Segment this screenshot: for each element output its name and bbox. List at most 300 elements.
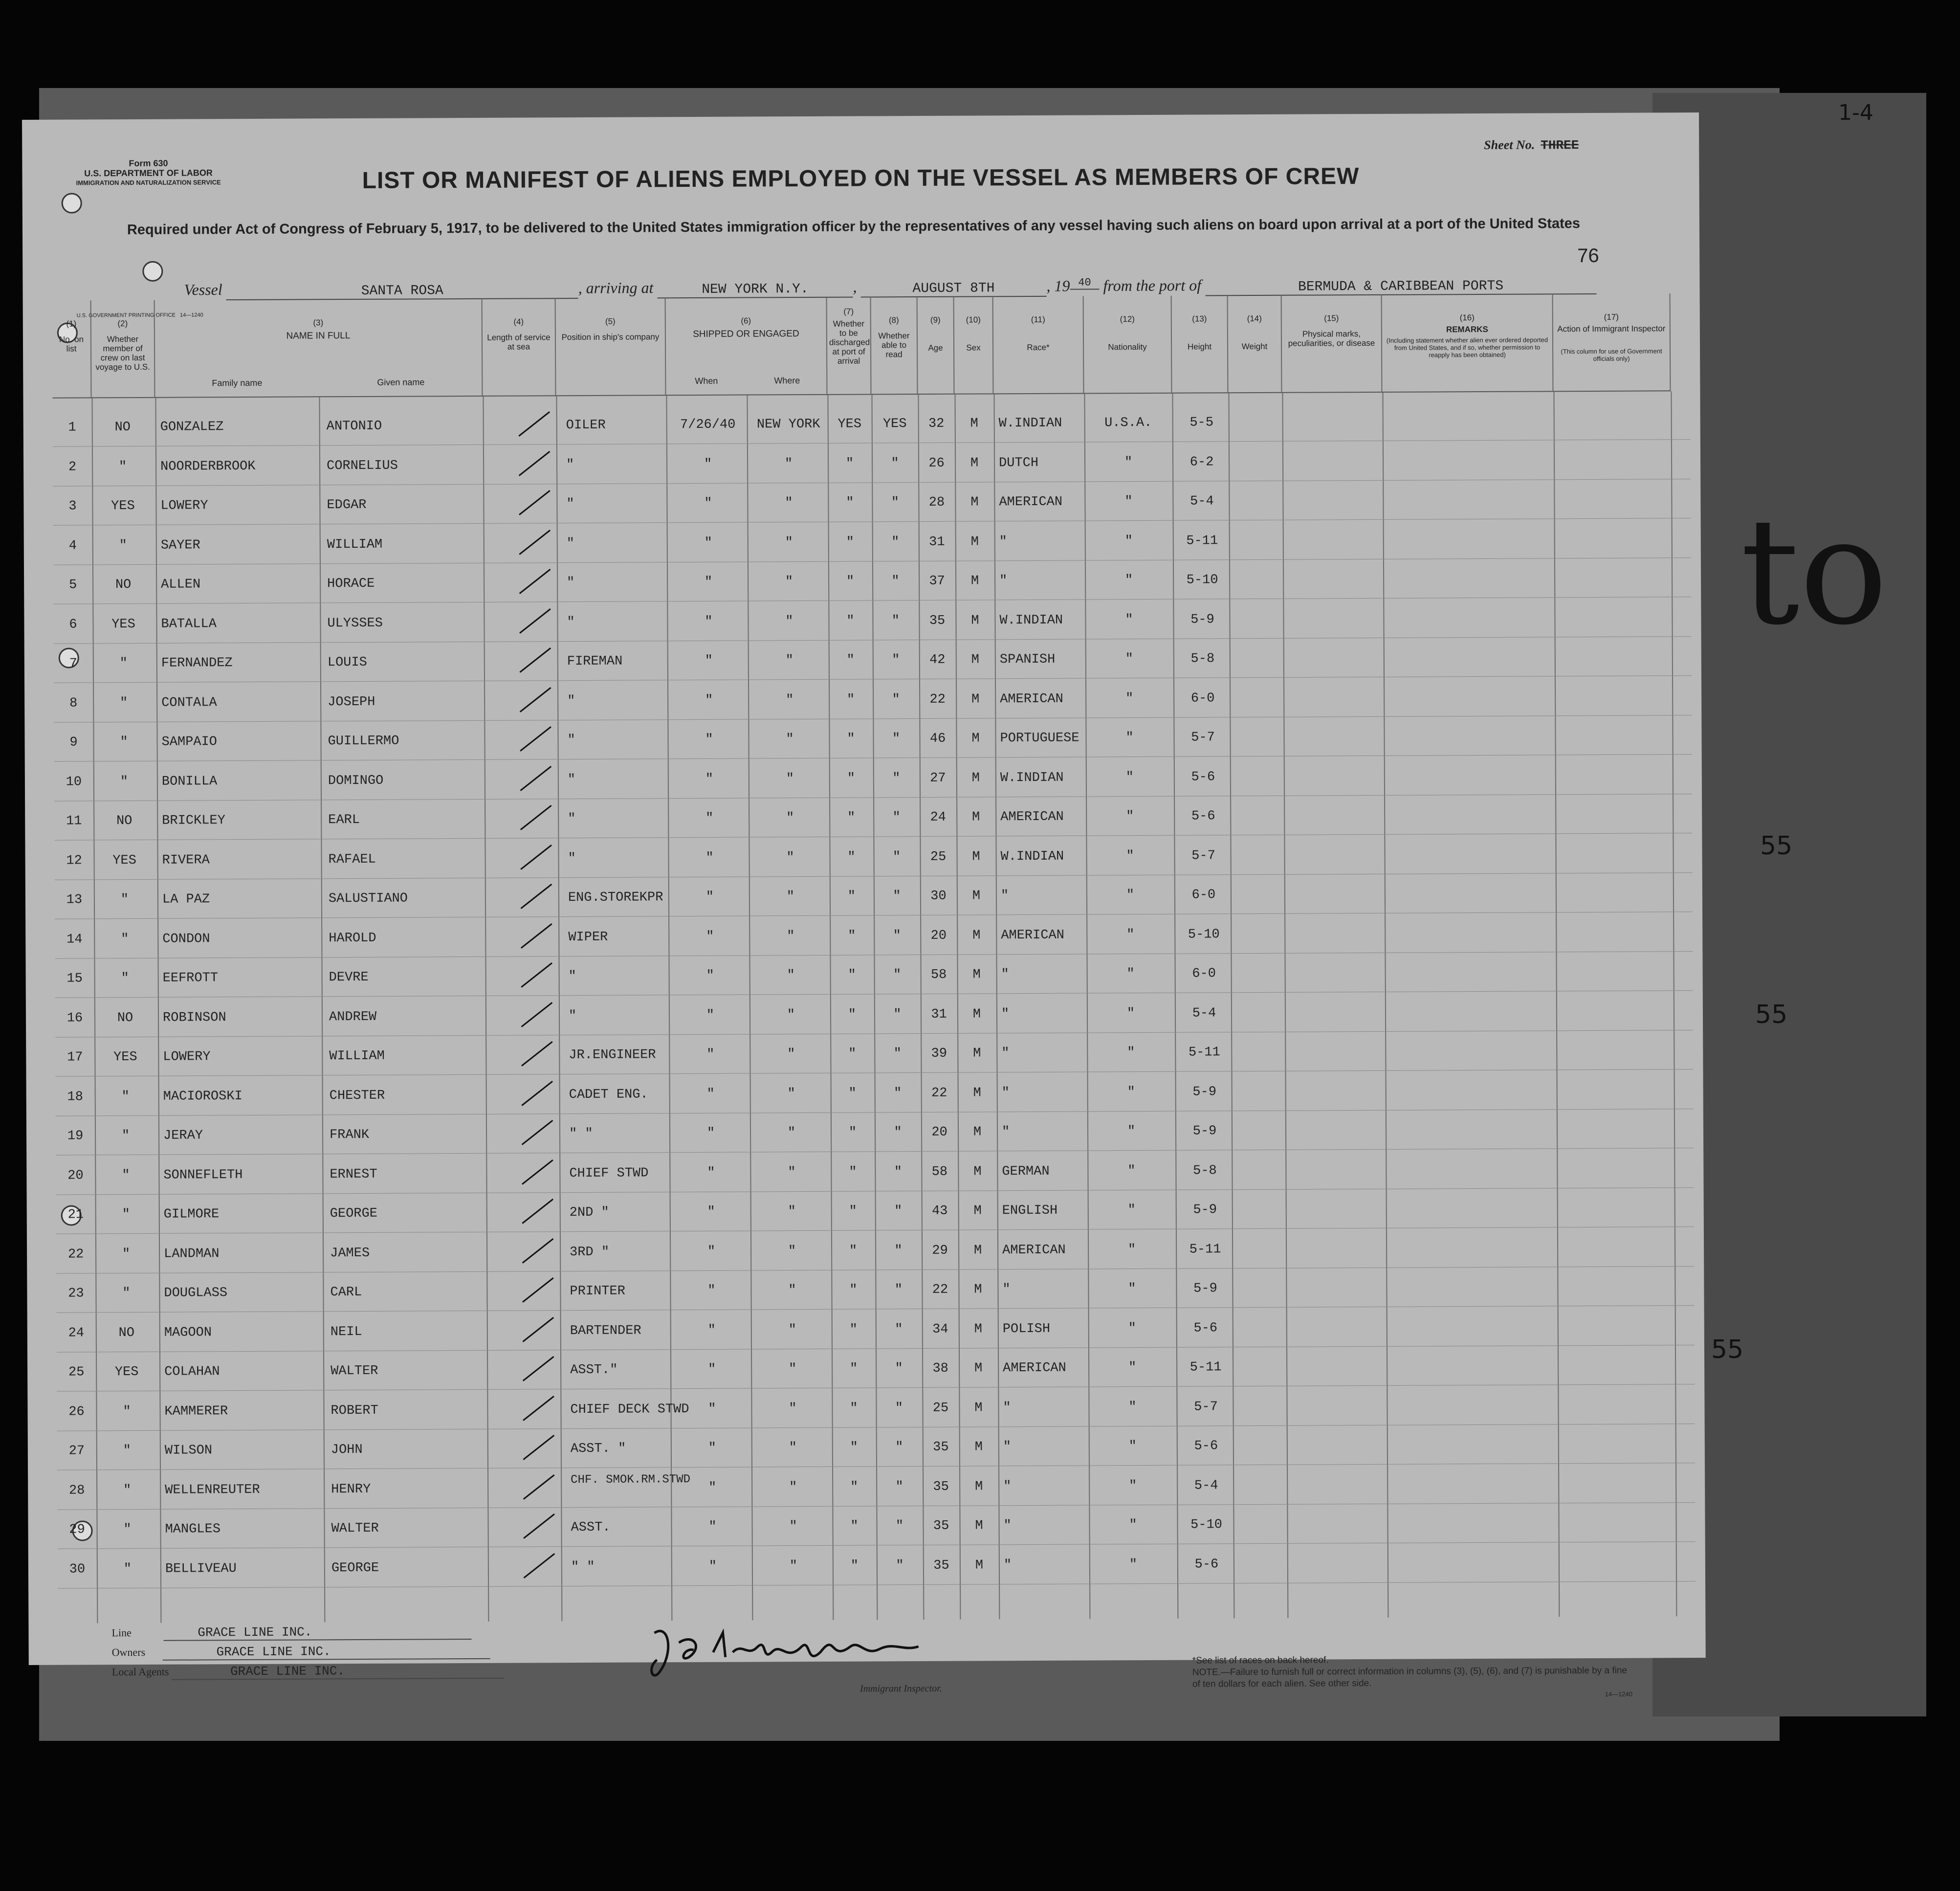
cell-family-name: ROBINSON	[162, 1010, 226, 1025]
cell-position: ASST.	[571, 1520, 611, 1535]
cell-given-name: WALTER	[330, 1363, 378, 1379]
cell-previous-voyage: YES	[114, 1364, 139, 1380]
cell-family-name: SAMPAIO	[161, 734, 218, 750]
cell-family-name: SAYER	[160, 537, 200, 553]
cell-age: 39	[931, 1046, 947, 1061]
cell-row-number: 10	[66, 774, 82, 790]
cell-shipped-where: "	[786, 890, 795, 905]
cell-age: 43	[931, 1203, 948, 1219]
cell-race: ENGLISH	[1002, 1203, 1058, 1219]
line-value: GRACE LINE INC.	[163, 1624, 471, 1641]
cell-age: 58	[930, 967, 947, 982]
service-checkmark	[519, 647, 551, 673]
cell-sex: M	[970, 495, 979, 510]
service-checkmark	[521, 923, 552, 948]
cell-given-name: WILLIAM	[327, 537, 383, 552]
cell-previous-voyage: NO	[115, 578, 132, 593]
cell-age: 31	[931, 1007, 947, 1022]
printing-office: U.S. GOVERNMENT PRINTING OFFICE 14—1240	[76, 312, 203, 319]
cell-given-name: WALTER	[331, 1521, 379, 1536]
cell-shipped-where: "	[785, 535, 793, 550]
cell-given-name: CORNELIUS	[327, 458, 398, 473]
cell-age: 35	[929, 613, 946, 628]
cell-given-name: EDGAR	[327, 497, 367, 513]
cell-position: ENG.STOREKPR	[568, 890, 663, 906]
cell-shipped-when: "	[707, 1204, 715, 1220]
cell-age: 37	[929, 574, 945, 589]
cell-sex: M	[974, 1282, 982, 1297]
cell-able-to-read: "	[895, 1401, 903, 1416]
cell-race: W.INDIAN	[1000, 770, 1064, 785]
cell-previous-voyage: NO	[118, 1325, 135, 1340]
table-row	[56, 1188, 1694, 1235]
cell-nationality: "	[1128, 1400, 1137, 1415]
cell-height: 6-2	[1189, 454, 1214, 470]
cell-row-number: 19	[67, 1129, 84, 1144]
cell-previous-voyage: YES	[112, 853, 136, 868]
cell-shipped-where: "	[787, 929, 795, 944]
punch-hole	[62, 193, 82, 213]
service-checkmark	[522, 1316, 554, 1342]
cell-sex: M	[974, 1400, 983, 1416]
cell-previous-voyage: "	[121, 1089, 130, 1104]
service-checkmark	[523, 1356, 554, 1381]
header-col-14: (14) Weight	[1228, 295, 1282, 393]
cell-position: "	[567, 576, 575, 591]
cell-sex: M	[971, 652, 979, 667]
header-col-15: (15) Physical marks, peculiarities, or disease	[1282, 295, 1383, 393]
cell-shipped-where: "	[785, 575, 793, 590]
cell-sex: M	[972, 928, 981, 943]
header-col-2: (2) Whether member of crew on last voyage to U.S.	[91, 300, 155, 399]
cell-shipped-where: "	[789, 1480, 797, 1495]
cell-shipped-when: "	[708, 1480, 717, 1495]
cell-shipped-where: NEW YORK	[756, 417, 820, 432]
cell-able-to-read: "	[894, 1164, 903, 1179]
table-row	[57, 1503, 1695, 1550]
service-checkmark	[520, 687, 551, 712]
cell-race: AMERICAN	[1002, 1243, 1066, 1258]
cell-height: 5-6	[1194, 1439, 1218, 1454]
cell-shipped-where: "	[789, 1519, 797, 1535]
sheet-value: THREE	[1541, 138, 1579, 153]
cell-given-name: ULYSSES	[327, 616, 383, 631]
cell-race: PORTUGUESE	[1000, 731, 1079, 746]
cell-given-name: HENRY	[331, 1482, 371, 1497]
cell-given-name: WILLIAM	[329, 1048, 385, 1064]
cell-height: 5-7	[1191, 848, 1215, 864]
cell-able-to-read: "	[892, 771, 901, 786]
cell-nationality: "	[1126, 927, 1135, 942]
cell-family-name: LOWERY	[160, 498, 208, 513]
cell-shipped-where: "	[787, 968, 795, 983]
cell-row-number: 17	[67, 1050, 83, 1065]
voyage-line: Vessel SANTA ROSA , arriving at NEW YORK N.Y. , AUGUST 8TH , 19 40 from the port of BERMUDA & CARIBBEAN PORTS	[184, 274, 1596, 300]
cell-race: "	[1003, 1518, 1012, 1534]
cell-shipped-when: 7/26/40	[680, 417, 736, 433]
cell-able-to-read: "	[894, 1125, 902, 1140]
service-checkmark	[520, 765, 552, 791]
cell-given-name: HORACE	[327, 576, 375, 592]
cell-race: "	[1001, 1006, 1010, 1022]
cell-given-name: HAROLD	[329, 931, 376, 946]
cell-height: 5-4	[1190, 494, 1214, 509]
service-checkmark	[520, 844, 552, 869]
cell-position: WIPER	[568, 930, 608, 945]
cell-to-be-discharged: "	[848, 1007, 857, 1023]
cell-shipped-when: "	[704, 575, 713, 590]
cell-shipped-where: "	[788, 1322, 796, 1337]
cell-able-to-read: "	[891, 574, 900, 589]
page-number: 76	[1577, 245, 1599, 267]
cell-sex: M	[971, 731, 980, 746]
cell-to-be-discharged: YES	[837, 417, 862, 432]
cell-sex: M	[973, 1046, 981, 1061]
cell-nationality: "	[1126, 809, 1134, 824]
cell-sex: M	[975, 1479, 983, 1494]
where-header: Where	[774, 376, 800, 386]
cell-family-name: LA PAZ	[162, 892, 210, 907]
cell-previous-voyage: NO	[116, 814, 132, 829]
cell-race: "	[999, 534, 1008, 549]
cell-age: 35	[933, 1479, 949, 1494]
table-row	[53, 519, 1691, 566]
header-col-7: (7) Whether to be discharged at port of arrival	[827, 297, 872, 395]
cell-nationality: "	[1129, 1478, 1137, 1493]
cell-nationality: "	[1124, 494, 1133, 510]
cell-shipped-where: "	[786, 732, 794, 747]
cell-height: 5-11	[1186, 533, 1218, 549]
cell-shipped-where: "	[787, 1007, 795, 1023]
cell-shipped-when: "	[704, 496, 712, 511]
footer-form-code: 14—1240	[1605, 1690, 1633, 1698]
cell-sex: M	[975, 1557, 984, 1573]
service-checkmark	[522, 1238, 554, 1263]
cell-previous-voyage: "	[121, 932, 129, 947]
cell-able-to-read: "	[892, 810, 901, 825]
cell-height: 5-9	[1190, 612, 1214, 627]
cell-previous-voyage: YES	[111, 499, 135, 514]
cell-to-be-discharged: "	[850, 1519, 859, 1534]
cell-race: AMERICAN	[1000, 691, 1063, 707]
cell-position: "	[567, 693, 575, 709]
cell-row-number: 29	[69, 1522, 85, 1537]
page-subtitle: Required under Act of Congress of February 5, 1917, to be delivered to the United States immigration officer by the representatives of any vessel having such aliens on board upon arrival at a port of the United States	[127, 216, 1581, 238]
cell-family-name: MAGOON	[164, 1325, 212, 1340]
service-checkmark	[520, 805, 552, 830]
penalty-note: NOTE.—Failure to furnish full or correct information in columns (3), (5), (6), and (7) is punishable by a fine of ten dollars for each alien. See other side.	[1192, 1665, 1628, 1690]
service-checkmark	[523, 1395, 554, 1421]
cell-age: 22	[929, 692, 946, 707]
service-checkmark	[523, 1513, 555, 1539]
cell-age: 30	[930, 889, 947, 904]
cell-sex: M	[972, 1006, 981, 1022]
cell-position: CHF. SMOK.RM.STWD	[571, 1472, 691, 1487]
cell-age: 28	[928, 495, 945, 510]
service-checkmark	[524, 1553, 555, 1578]
when-header: When	[695, 376, 718, 386]
cell-race: SPANISH	[999, 652, 1056, 667]
cell-nationality: "	[1127, 1046, 1135, 1061]
vessel-label: Vessel	[184, 280, 222, 299]
cell-to-be-discharged: "	[846, 653, 855, 668]
cell-shipped-where: "	[786, 811, 794, 826]
cell-age: 58	[931, 1164, 948, 1179]
cell-family-name: FERNANDEZ	[161, 656, 233, 671]
cell-race: DUTCH	[999, 455, 1039, 470]
cell-to-be-discharged: "	[848, 929, 856, 944]
service-name: IMMIGRATION AND NATURALIZATION SERVICE	[76, 178, 221, 187]
cell-race: AMERICAN	[1003, 1360, 1066, 1376]
cell-shipped-when: "	[706, 929, 714, 944]
cell-nationality: "	[1128, 1439, 1137, 1454]
cell-to-be-discharged: "	[850, 1401, 858, 1416]
cell-family-name: LOWERY	[163, 1049, 211, 1065]
cell-able-to-read: "	[895, 1322, 903, 1337]
header-col-13: (13) Height	[1172, 295, 1229, 393]
cell-age: 25	[932, 1401, 949, 1416]
cell-row-number: 14	[66, 932, 83, 947]
cell-shipped-when: "	[704, 535, 712, 551]
cell-race: "	[1001, 1085, 1010, 1100]
cell-height: 6-0	[1192, 966, 1216, 981]
table-row	[56, 1070, 1694, 1117]
cell-able-to-read: "	[892, 692, 900, 707]
service-checkmark	[519, 490, 551, 515]
service-checkmark	[522, 1159, 553, 1184]
cell-row-number: 7	[69, 656, 78, 671]
margin-mark-top: 1-4	[1838, 100, 1873, 125]
cell-previous-voyage: "	[122, 1168, 130, 1183]
cell-nationality: "	[1126, 1006, 1135, 1021]
cell-race: "	[1001, 1125, 1010, 1140]
cell-race: W.INDIAN	[999, 613, 1063, 628]
cell-to-be-discharged: "	[846, 614, 855, 629]
cell-to-be-discharged: "	[847, 889, 856, 904]
cell-row-number: 5	[68, 578, 77, 593]
cell-family-name: NOORDERBROOK	[160, 459, 256, 474]
table-row	[54, 637, 1692, 684]
cell-shipped-where: "	[785, 653, 794, 668]
cell-row-number: 6	[69, 617, 77, 632]
sheet-number	[1484, 137, 1579, 153]
cell-previous-voyage: "	[123, 1483, 132, 1498]
cell-row-number: 23	[68, 1286, 84, 1301]
cell-position: "	[568, 1008, 577, 1023]
table-row	[53, 480, 1691, 526]
cell-given-name: DOMINGO	[328, 773, 384, 788]
cell-shipped-when: "	[705, 653, 713, 668]
cell-row-number: 3	[68, 499, 77, 514]
cell-family-name: LANDMAN	[164, 1246, 220, 1262]
cell-height: 5-9	[1192, 1124, 1217, 1139]
cell-able-to-read: "	[895, 1479, 903, 1494]
cell-height: 5-9	[1193, 1281, 1217, 1296]
cell-row-number: 13	[66, 892, 83, 908]
departure-port: BERMUDA & CARIBBEAN PORTS	[1205, 278, 1596, 296]
cell-height: 5-7	[1194, 1399, 1218, 1415]
cell-row-number: 27	[68, 1444, 85, 1459]
cell-previous-voyage: "	[120, 892, 129, 908]
cell-given-name: ANDREW	[329, 1009, 377, 1024]
cell-family-name: MANGLES	[165, 1522, 221, 1537]
cell-row-number: 15	[66, 971, 83, 986]
cell-race: AMERICAN	[999, 494, 1063, 510]
cell-to-be-discharged: "	[847, 771, 856, 786]
service-checkmark	[519, 608, 551, 633]
form-number: Form 630	[129, 158, 168, 169]
cell-shipped-where: "	[787, 1126, 796, 1141]
cell-height: 5-10	[1188, 927, 1220, 942]
table-row	[55, 952, 1693, 999]
cell-given-name: GUILLERMO	[328, 734, 399, 749]
table-row	[53, 558, 1691, 605]
cell-height: 5-8	[1190, 651, 1215, 667]
service-checkmark	[522, 1120, 553, 1145]
table-row	[56, 1228, 1694, 1274]
table-row	[53, 598, 1691, 645]
cell-race: "	[1001, 1046, 1010, 1061]
cell-row-number: 4	[68, 538, 77, 554]
cell-age: 24	[930, 810, 947, 825]
cell-previous-voyage: "	[119, 656, 128, 671]
header-col-3: (3) NAME IN FULL	[155, 299, 483, 398]
cell-sex: M	[970, 455, 979, 471]
cell-row-number: 1	[68, 420, 76, 435]
cell-shipped-when: "	[708, 1519, 717, 1535]
cell-able-to-read: "	[892, 653, 900, 668]
cell-shipped-where: "	[786, 850, 794, 865]
cell-given-name: CARL	[330, 1285, 362, 1300]
year-prefix: 19	[1054, 277, 1070, 295]
table-row	[55, 873, 1693, 920]
cell-family-name: SONNEFLETH	[163, 1167, 243, 1183]
service-checkmark	[521, 1001, 553, 1027]
cell-shipped-where: "	[784, 456, 793, 471]
cell-height: 5-9	[1193, 1202, 1217, 1218]
service-checkmark	[523, 1435, 555, 1460]
cell-shipped-where: "	[785, 614, 793, 629]
cell-nationality: "	[1128, 1282, 1136, 1297]
table-row	[55, 992, 1693, 1038]
cell-row-number: 24	[68, 1325, 85, 1341]
cell-row-number: 18	[67, 1089, 83, 1105]
table-row	[54, 795, 1692, 841]
cell-given-name: JOSEPH	[328, 694, 375, 710]
cell-position: " "	[571, 1559, 595, 1575]
cell-nationality: "	[1129, 1518, 1137, 1533]
cell-to-be-discharged: "	[845, 456, 854, 471]
cell-shipped-when: "	[707, 1323, 716, 1338]
owners-field: Owners GRACE LINE INC.	[112, 1644, 490, 1661]
cell-shipped-when: "	[707, 1165, 715, 1180]
table-row	[54, 834, 1692, 881]
cell-row-number: 11	[66, 814, 82, 829]
service-checkmark	[518, 411, 550, 437]
table-row	[57, 1307, 1695, 1353]
cell-shipped-when: "	[707, 1362, 716, 1377]
cell-family-name: BRICKLEY	[162, 813, 225, 828]
cell-row-number: 28	[68, 1483, 85, 1498]
cell-family-name: BONILLA	[161, 774, 218, 789]
cell-given-name: GEORGE	[331, 1560, 379, 1576]
cell-position: "	[566, 457, 574, 472]
service-checkmark	[520, 726, 551, 752]
cell-row-number: 21	[67, 1207, 84, 1223]
service-checkmark	[519, 450, 551, 476]
cell-to-be-discharged: "	[849, 1361, 858, 1377]
service-checkmark	[521, 1080, 553, 1106]
cell-given-name: EARL	[328, 812, 360, 828]
cell-sex: M	[971, 770, 980, 786]
cell-height: 5-11	[1188, 1045, 1220, 1060]
cell-nationality: "	[1127, 1242, 1136, 1257]
cell-shipped-when: "	[705, 614, 713, 629]
cell-to-be-discharged: "	[848, 1125, 857, 1140]
header-col-5: (5) Position in ship's company	[556, 298, 666, 396]
cell-row-number: 12	[66, 853, 82, 868]
cell-height: 5-4	[1192, 1005, 1216, 1021]
cell-race: "	[1002, 1282, 1011, 1297]
cell-to-be-discharged: "	[848, 1086, 857, 1101]
cell-able-to-read: "	[892, 849, 901, 865]
cell-position: "	[568, 851, 576, 866]
cell-race: GERMAN	[1002, 1164, 1050, 1179]
cell-shipped-where: "	[788, 1244, 796, 1259]
cell-race: AMERICAN	[1001, 928, 1064, 943]
cell-previous-voyage: "	[118, 459, 127, 474]
cell-to-be-discharged: "	[846, 535, 854, 550]
table-row	[57, 1346, 1695, 1392]
cell-to-be-discharged: "	[848, 1046, 857, 1062]
cell-able-to-read: "	[891, 456, 899, 471]
cell-previous-voyage: "	[121, 971, 129, 986]
cell-nationality: "	[1128, 1360, 1137, 1376]
cell-position: JR.ENGINEER	[569, 1047, 656, 1063]
table-row	[56, 1110, 1694, 1156]
cell-sex: M	[972, 849, 980, 865]
service-checkmark	[521, 1041, 553, 1067]
cell-shipped-when: "	[706, 968, 714, 983]
cell-race: "	[1003, 1440, 1012, 1455]
cell-previous-voyage: "	[123, 1522, 132, 1537]
table-row	[56, 1267, 1694, 1313]
year-suffix: 40	[1070, 276, 1099, 289]
cell-shipped-where: "	[789, 1558, 798, 1574]
cell-able-to-read: "	[891, 495, 900, 511]
inspector-label: Immigrant Inspector.	[859, 1683, 942, 1694]
cell-shipped-where: "	[786, 771, 794, 786]
header-col-17: (17) Action of Immigrant Inspector (This column for use of Government officials only)	[1553, 293, 1671, 392]
cell-age: 25	[930, 849, 947, 865]
cell-shipped-when: "	[705, 890, 714, 905]
cell-shipped-where: "	[788, 1362, 797, 1377]
cell-previous-voyage: "	[120, 695, 128, 711]
service-checkmark	[519, 529, 551, 555]
cell-age: 29	[932, 1243, 948, 1258]
cell-height: 6-0	[1190, 690, 1215, 706]
cell-height: 5-10	[1186, 573, 1218, 588]
cell-sex: M	[973, 1085, 981, 1101]
cell-able-to-read: "	[891, 534, 900, 550]
arrival-port: NEW YORK N.Y.	[657, 281, 853, 298]
cell-height: 5-8	[1193, 1163, 1217, 1179]
cell-family-name: DOUGLASS	[164, 1286, 228, 1301]
table-row	[58, 1543, 1696, 1589]
cell-previous-voyage: "	[121, 1129, 130, 1144]
cell-position: ASST."	[570, 1362, 618, 1378]
cell-sex: M	[973, 1243, 982, 1258]
